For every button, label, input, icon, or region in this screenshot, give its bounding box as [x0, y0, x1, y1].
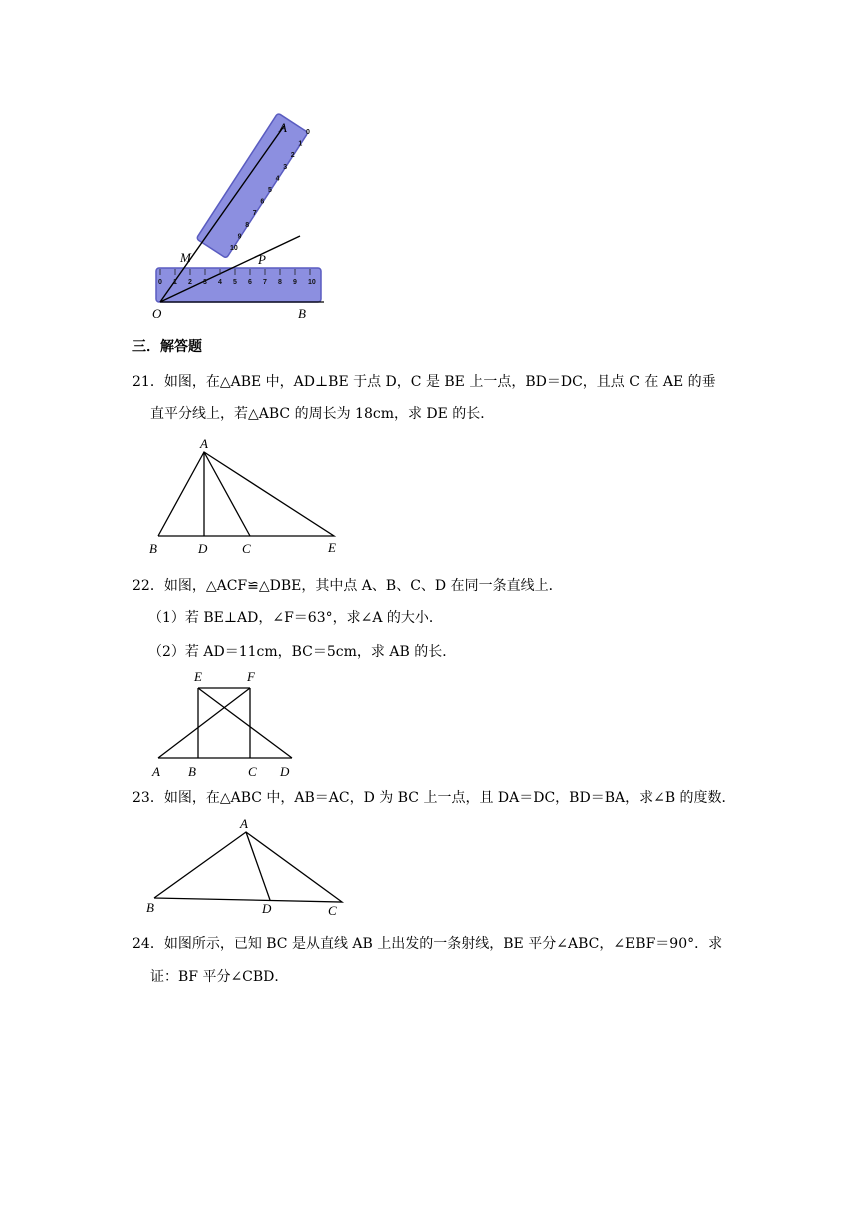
horizontal-ruler-tick-label: 4: [218, 279, 222, 286]
tilted-ruler-tick-label: 10: [230, 245, 238, 252]
tilted-ruler-tick-label: 8: [245, 221, 250, 229]
tilted-ruler-tick-label: 3: [283, 163, 288, 171]
tilted-ruler: [196, 113, 308, 258]
q21-label-C: C: [242, 541, 251, 556]
q22-label-A: A: [152, 764, 160, 779]
q22-label-B: B: [188, 764, 196, 779]
tilted-ruler-tick-label: 2: [290, 152, 295, 160]
q21-triangle-edges: [158, 452, 334, 536]
horizontal-ruler-tick-label: 8: [278, 279, 282, 286]
tilted-ruler-tick-label: 9: [237, 233, 242, 241]
q21-label-A: A: [200, 436, 208, 451]
horizontal-ruler-tick-label: 5: [233, 279, 237, 286]
q21-label-B: B: [149, 541, 157, 556]
q22-segment-ED: [198, 688, 292, 758]
tilted-ruler-tick-label: 5: [268, 187, 272, 194]
q22-label-E: E: [194, 669, 202, 684]
q22-line1: 22．如图，△ACF≌△DBE，其中点 A、B、C、D 在同一条直线上．: [132, 578, 563, 594]
q23-triangle-edges: [154, 832, 342, 902]
q23-label-D: D: [262, 901, 272, 916]
q22-label-C: C: [248, 764, 257, 779]
tilted-ruler-tick-label: 7: [252, 210, 257, 218]
q23-line1: 23．如图，在△ABC 中，AB＝AC，D 为 BC 上一点，且 DA＝DC，BD＝BA，求∠B 的度数．: [132, 790, 736, 806]
ruler-figure: [148, 112, 328, 324]
q21-segment-AC: [204, 452, 250, 536]
q21-label-E: E: [328, 540, 336, 555]
horizontal-ruler-tick-label: 0: [158, 279, 162, 286]
q24-line1: 24．如图所示，已知 BC 是从直线 AB 上出发的一条射线，BE 平分∠ABC，∠EBF＝90°．求: [132, 936, 723, 952]
q22-line2: （1）若 BE⊥AD，∠F＝63°，求∠A 的大小．: [148, 610, 443, 626]
tilted-ruler-tick-label: 1: [298, 140, 303, 148]
q23-label-A: A: [240, 816, 248, 831]
horizontal-ruler-tick-label: 6: [248, 279, 252, 286]
tilted-ruler-tick-label: 6: [260, 198, 265, 206]
horizontal-ruler-tick-label: 9: [293, 279, 297, 286]
q21-line1: 21．如图，在△ABE 中，AD⊥BE 于点 D，C 是 BE 上一点，BD＝DC，且点 C 在 AE 的垂: [132, 374, 716, 390]
q21-line2: 直平分线上，若△ABC 的周长为 18cm，求 DE 的长．: [150, 406, 495, 422]
horizontal-ruler-tick-label: 2: [188, 279, 192, 286]
tilted-ruler-tick-label: 4: [275, 175, 280, 183]
q23-segment-AD: [246, 832, 270, 900]
q22-label-F: F: [247, 669, 255, 684]
section-title: 三．解答题: [132, 339, 202, 355]
label-P: P: [258, 252, 266, 267]
q24-line2: 证：BF 平分∠CBD．: [150, 969, 289, 985]
label-O: O: [152, 306, 162, 321]
horizontal-ruler-tick-label: 10: [308, 279, 316, 286]
q21-label-D: D: [198, 541, 208, 556]
tilted-ruler-tick-label: 0: [306, 129, 310, 136]
horizontal-ruler-tick-label: 3: [203, 279, 207, 286]
q22-segment-AF: [158, 688, 250, 758]
label-A: A: [279, 120, 287, 135]
q22-line3: （2）若 AD＝11cm，BC＝5cm，求 AB 的长．: [148, 644, 457, 660]
q23-figure: [142, 814, 352, 920]
label-M: M: [180, 250, 191, 265]
q23-label-B: B: [146, 900, 154, 915]
q23-label-C: C: [328, 903, 337, 918]
q22-figure: [144, 666, 304, 782]
horizontal-ruler-tick-label: 7: [263, 279, 267, 286]
q21-triangle-figure: [144, 432, 344, 560]
q22-label-D: D: [280, 764, 290, 779]
horizontal-ruler-tick-label: 1: [173, 279, 177, 286]
label-B: B: [298, 306, 306, 321]
